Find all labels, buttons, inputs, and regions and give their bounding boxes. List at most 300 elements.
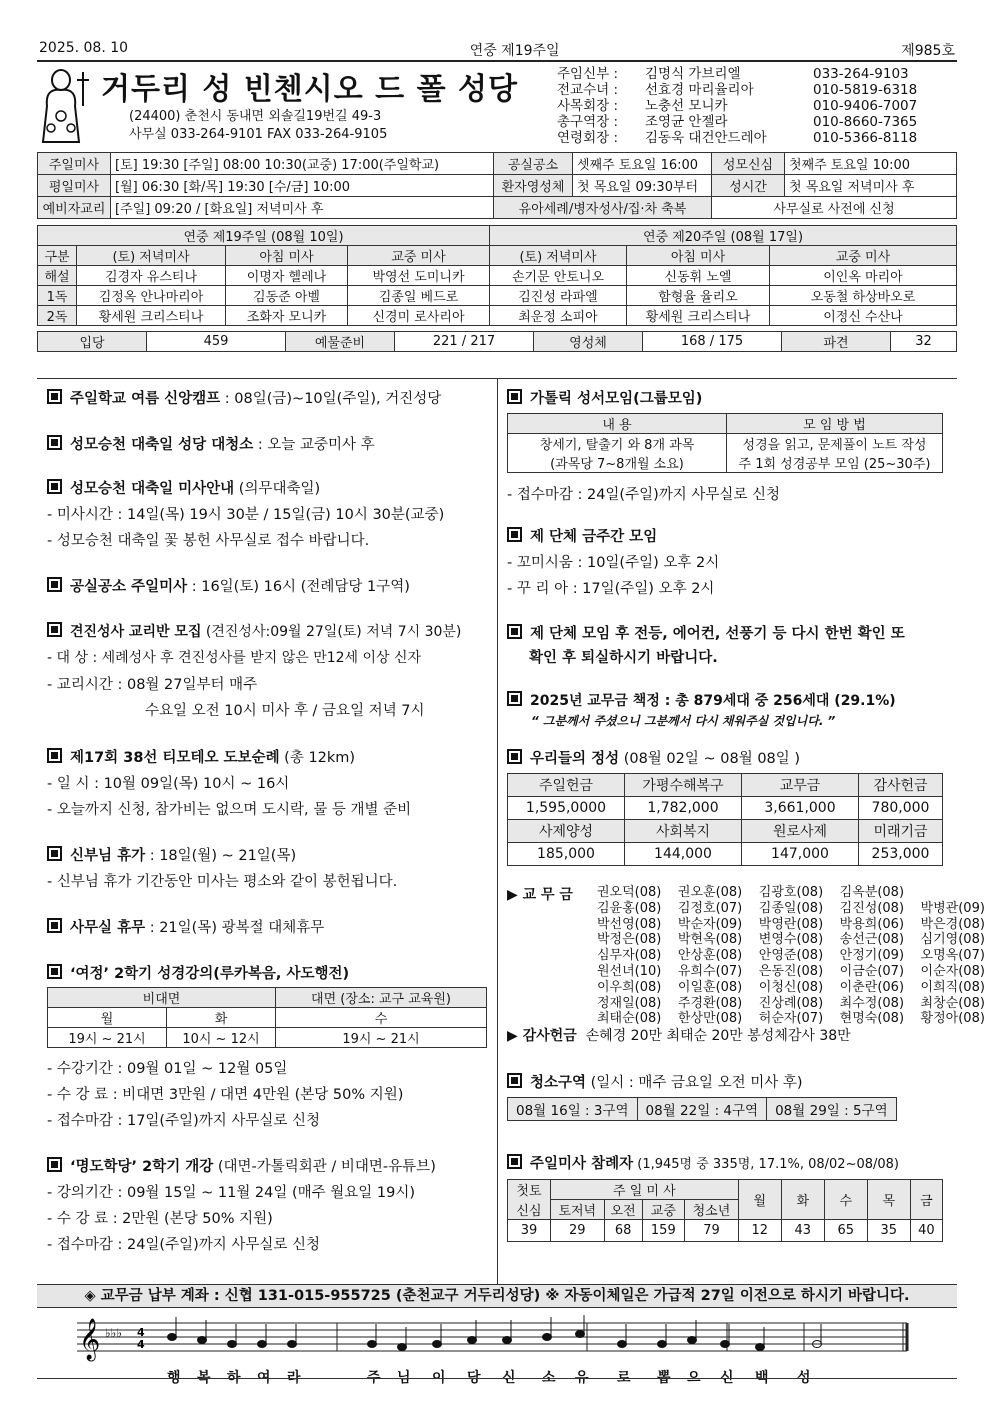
schedule-label: 주일미사 (38, 153, 111, 175)
reader-name: 이정신 수산나 (770, 306, 957, 326)
note-head-icon (433, 1341, 442, 1348)
lyric-syllable: 로 (617, 1370, 631, 1386)
reader-name: 김진성 라파엘 (490, 286, 627, 306)
notice-offerings (507, 747, 800, 768)
schedule-label: 평일미사 (38, 175, 111, 197)
thanks-list: 손혜경 20만 최태순 20만 봉성체감사 38만 (585, 1028, 851, 1044)
reader-name: 이인옥 마리아 (770, 266, 957, 286)
bullet-icon (507, 749, 522, 764)
bullet-icon (47, 435, 62, 450)
offer-head: 감사헌금 (859, 774, 943, 797)
notice-title: 주일학교 여름 신앙캠프 (70, 391, 221, 407)
attendance-table (507, 1179, 943, 1242)
col-head: 교중 미사 (348, 246, 490, 266)
notice-office-closed (47, 916, 324, 937)
notice-title: 청소구역 (530, 1075, 587, 1091)
time-signature: 4 (137, 1338, 145, 1351)
bullet-icon (47, 918, 62, 933)
notice-line: - 접수마감 : 24일(주일)까지 사무실로 신청 (47, 1237, 321, 1253)
schedule-value: [토] 19:30 [주일] 08:00 10:30(교중) 17:00(주일학교) (111, 153, 494, 175)
offer-value: 780,000 (859, 797, 943, 820)
cleaning-slot: 08월 16일 : 3구역 (508, 1098, 638, 1121)
note-head-icon (658, 1341, 667, 1348)
schedule-value: 사무실로 사전에 신청 (712, 197, 957, 219)
staff-name: 조영균 안젤라 (645, 114, 728, 130)
lyric-syllable: 행 (167, 1370, 181, 1386)
att-head: 목 (867, 1180, 910, 1220)
offer-head: 사제양성 (508, 820, 625, 843)
note-head-icon (721, 1341, 730, 1348)
lecture-day: 월 (48, 1008, 167, 1028)
reader-role: 2독 (38, 306, 77, 326)
reader-role: 1독 (38, 286, 77, 306)
offer-head: 주일헌금 (508, 774, 625, 797)
notice-detail: (1,945명 중 335명, 17.1%, 08/02~08/08) (633, 1157, 900, 1172)
notice-detail: (총 12km) (279, 750, 356, 766)
offer-value: 3,661,000 (742, 797, 859, 820)
reader-name: 황세원 크리스티나 (627, 306, 770, 326)
lyric-syllable: 신 (502, 1370, 516, 1386)
notice-line: - 오늘까지 신청, 참가비는 없으며 도시락, 물 등 개별 준비 (47, 802, 412, 818)
lyric-syllable: 복 (197, 1370, 211, 1386)
bullet-icon (47, 577, 62, 592)
attendance-head-row (508, 1180, 943, 1200)
col-head: (토) 저녁미사 (77, 246, 226, 266)
top-line (37, 40, 957, 62)
staff-row (557, 66, 957, 82)
lyric-syllable: 하 (227, 1370, 241, 1386)
offerings-value-row (508, 843, 943, 866)
lyric-syllable: 님 (397, 1370, 411, 1386)
att-head: 화 (781, 1180, 824, 1220)
att-value: 68 (604, 1220, 642, 1242)
notice-title: 제 단체 모임 후 전등, 에어컨, 선풍기 등 다시 한번 확인 또 (530, 626, 905, 642)
schedule-value: [월] 06:30 [화/목] 19:30 [수/금] 10:00 (111, 175, 494, 197)
reader-name: 김종일 베드로 (348, 286, 490, 306)
reader-name: 김정옥 안나마리아 (77, 286, 226, 306)
staff-role: 주임신부 : (557, 66, 619, 82)
bottom-rule (37, 1378, 957, 1379)
notice-detail: (08월 02일 ~ 08월 08일 ) (619, 751, 801, 767)
kyomu-label: ▶ 교 무 금 (507, 887, 573, 903)
schedule-label: 공실공소 (494, 153, 573, 175)
schedule-value: 첫 목요일 09:30부터 (573, 175, 712, 197)
notice-title: 제17회 38선 티모테오 도보순례 (70, 750, 280, 766)
note-head-icon (503, 1337, 512, 1344)
lyric-syllable: 신 (720, 1370, 734, 1386)
notice-line: - 수 강 료 : 2만원 (본당 50% 지원) (47, 1211, 273, 1227)
cleaning-table (507, 1097, 897, 1121)
notice-title: 성모승천 대축일 미사안내 (70, 481, 235, 497)
bible-group-head: 내 용 (508, 414, 727, 434)
lecture-head: 대면 (장소: 교구 교육원) (276, 988, 487, 1008)
payment-account-footer: ◈ 교무금 납부 계좌 : 신협 131-015-955725 (춘천교구 거두리성당) ※ 자동이체일은 가급적 27일 이전으로 하시기 바랍니다. (37, 1285, 957, 1308)
notice-line: - 수강기간 : 09월 01일 ~ 12월 05일 (47, 1061, 288, 1077)
readers-week-row (38, 226, 957, 246)
offerings-table (507, 773, 943, 866)
notice-detail: : 21일(목) 광복절 대체휴무 (145, 920, 325, 936)
notice-confirmation (47, 621, 461, 641)
att-value: 65 (824, 1220, 867, 1242)
bullet-icon (47, 479, 62, 494)
offer-value: 144,000 (625, 843, 742, 866)
staff-name: 김동욱 대건안드레아 (645, 130, 767, 146)
notice-title: 우리들의 정성 (530, 751, 620, 767)
stat-value: 221 / 217 (395, 332, 534, 352)
header (37, 66, 957, 152)
cleaning-slot: 08월 29일 : 5구역 (767, 1098, 897, 1121)
bible-group-cell: 성경을 읽고, 문제풀이 노트 작성 (727, 434, 943, 454)
offer-value: 1,595,0000 (508, 797, 625, 820)
schedule-value: 첫 목요일 저녁미사 후 (785, 175, 957, 197)
notice-title: 사무실 휴무 (70, 920, 146, 936)
liturgical-week: 연중 제19주일 (469, 43, 560, 59)
offer-value: 1,782,000 (625, 797, 742, 820)
reader-name: 신동휘 노엘 (627, 266, 770, 286)
notice-title: 2025년 교무금 책정 : 총 879세대 중 256세대 (29.1%) (530, 693, 896, 709)
staff-phone: 033-264-9103 (813, 66, 909, 82)
lyric-syllable: 이 (432, 1370, 446, 1386)
cleaning-slot: 08월 22일 : 4구역 (637, 1098, 767, 1121)
notice-pilgrimage (47, 746, 355, 767)
col-head: 교중 미사 (770, 246, 957, 266)
notice-title: 성모승천 대축일 성당 대청소 (70, 437, 254, 453)
lecture-table (47, 987, 487, 1048)
att-head: 수 (824, 1180, 867, 1220)
bullet-icon (47, 622, 62, 637)
lyric-syllable: 라 (287, 1370, 301, 1386)
att-value: 12 (738, 1220, 781, 1242)
notice-line: - 강의기간 : 09월 15일 ~ 11월 24일 (매주 월요일 19시) (47, 1185, 416, 1201)
schedule-value: [주일] 09:20 / [화요일] 저녁미사 후 (111, 197, 494, 219)
notice-detail: (견진성사:09월 27일(토) 저녁 7시 30분) (201, 624, 462, 640)
bulletin-date: 2025. 08. 10 (39, 40, 129, 56)
office-contact: 사무실 033-264-9101 FAX 033-264-9105 (129, 127, 388, 142)
stat-label: 파견 (782, 332, 891, 352)
staff-row (557, 130, 957, 146)
notice-line: - 접수마감 : 24일(주일)까지 사무실로 신청 (507, 487, 781, 503)
note-head-icon (258, 1341, 267, 1348)
note-head-icon (398, 1344, 407, 1351)
church-logo (37, 66, 95, 148)
staff-role: 연령회장 : (557, 130, 619, 146)
offerings-value-row (508, 797, 943, 820)
bible-group-cell: 주 1회 성경공부 모임 (25~30주) (727, 453, 943, 473)
notice-kyomu-plan (507, 690, 896, 710)
offer-head: 교무금 (742, 774, 859, 797)
staff-row (557, 98, 957, 114)
staff-phone: 010-9406-7007 (813, 98, 918, 114)
note-head-icon (228, 1341, 237, 1348)
schedule-label: 성모신심 (712, 153, 785, 175)
offer-head: 사회복지 (625, 820, 742, 843)
stat-value: 32 (891, 332, 957, 352)
staff-name: 노충선 모니카 (645, 98, 728, 114)
bullet-icon (47, 748, 62, 763)
reader-name: 김경자 유스티나 (77, 266, 226, 286)
att-head: 토저녁 (550, 1200, 604, 1220)
notice-attendance (507, 1152, 899, 1173)
stat-label: 영성체 (534, 332, 643, 352)
notice-line: - 성모승천 대축일 꽃 봉헌 사무실로 접수 바랍니다. (47, 533, 370, 549)
readers-row (38, 266, 957, 286)
note-head-icon (543, 1334, 552, 1341)
notice-detail: : 오늘 교중미사 후 (253, 437, 375, 453)
notice-group-meetings (507, 525, 657, 546)
notice-title: 견진성사 교리반 모집 (70, 624, 202, 640)
note-group (168, 1315, 822, 1351)
issue-number: 제985호 (901, 43, 955, 59)
bible-group-row (508, 434, 943, 454)
notice-detail: : 08일(금)~10일(주일), 거진성당 (220, 391, 442, 407)
offerings-head-row (508, 820, 943, 843)
flat-sign-icon: ♭♭♭ (105, 1326, 122, 1340)
staff-role: 총구역장 : (557, 114, 619, 130)
schedule-row (38, 197, 957, 219)
lyric-syllable: 성 (797, 1370, 811, 1386)
notice-lights-check (507, 622, 905, 643)
bible-group-cell: 창세기, 탈출기 와 8개 과목 (508, 434, 727, 454)
bullet-icon (47, 846, 62, 861)
stats-row (38, 332, 957, 352)
bullet-icon (507, 691, 522, 706)
notice-line: - 수 강 료 : 비대면 3만원 / 대면 4만원 (본당 50% 지원) (47, 1087, 404, 1103)
lyric-syllable: 으 (687, 1370, 701, 1386)
offer-head: 원로사제 (742, 820, 859, 843)
att-value: 39 (508, 1220, 551, 1242)
note-head-icon (618, 1341, 627, 1348)
lecture-head: 비대면 (48, 988, 276, 1008)
reader-name: 함형율 율리오 (627, 286, 770, 306)
kyomu-name-list: 권오덕(08) 권오훈(08) 김광호(08) 김옥분(08) 김윤홍(08) 김정호(07) 김종일(08) 김진성(08) 박병관(09) 박선영(08) 박순자(09) 박영란(08) 박용희(06) 박은경(08) 박정은(08) 박현옥(08) 변영수(08) 송선근(08) 심기영(08) 심무자(08) 안상훈(08) 안영준(08) 안정기(09) 오명옥(07) 원선녀(10) 유희수(07) 은동진(08) 이금순(07) 이순자(08) 이우희(08) 이일훈(08) 이청신(08) 이춘란(06) 이희직(08) 정재일(08) 주경환(08) 진상례(08) 최수정(08) 최창순(08) 최태순(08) 한상만(08) 허순자(07) 현명숙(08) 황정아(08) (597, 885, 985, 1027)
cleaning-row (508, 1098, 897, 1121)
reader-name: 이명자 헬레나 (226, 266, 348, 286)
bible-group-table (507, 413, 943, 473)
reader-name: 최운정 소피아 (490, 306, 627, 326)
lecture-day: 수 (276, 1008, 487, 1028)
notice-line: - 신부님 휴가 기간동안 미사는 평소와 같이 봉헌됩니다. (47, 874, 398, 890)
week-heading: 연중 제19주일 (08월 10일) (38, 226, 490, 246)
att-head: 월 (738, 1180, 781, 1220)
att-value: 40 (910, 1220, 942, 1242)
notice-title: 제 단체 금주간 모임 (530, 529, 658, 545)
bullet-icon (47, 964, 62, 979)
week-heading: 연중 제20주일 (08월 17일) (490, 226, 957, 246)
scripture-quote: “ 그분께서 주셨으니 그분께서 다시 채워주실 것입니다. ” (531, 714, 836, 728)
offerings-head-row (508, 774, 943, 797)
notice-gongsil (47, 575, 410, 596)
bible-group-row (508, 453, 943, 473)
notice-myeongdo (47, 1155, 436, 1176)
lyric-syllable: 소 (542, 1370, 556, 1386)
schedule-label: 유아세례/병자성사/집·차 축복 (494, 197, 712, 219)
notice-detail: (대면-가톨릭회관 / 비대면-유튜브) (213, 1159, 436, 1175)
notice-line: - 꾸 리 아 : 17일(주일) 오후 2시 (507, 581, 715, 597)
att-head: 청소년 (685, 1200, 739, 1220)
notice-title: 공실공소 주일미사 (70, 579, 188, 595)
lyric-syllable: 뽑 (657, 1370, 671, 1386)
reader-name: 황세원 크리스티나 (77, 306, 226, 326)
stat-value: 168 / 175 (643, 332, 782, 352)
notice-cleaning (47, 433, 375, 454)
notice-priest-vacation (47, 844, 296, 865)
readers-table (37, 225, 957, 326)
staff-role: 전교수녀 : (557, 82, 619, 98)
stat-label: 입당 (38, 332, 147, 352)
bible-group-cell: (과목당 7~8개월 소요) (508, 453, 727, 473)
staff-list (557, 66, 957, 152)
bullet-icon (47, 1157, 62, 1172)
offer-head: 미래기금 (859, 820, 943, 843)
notice-title: ‘여정’ 2학기 성경강의(루카복음, 사도행전) (70, 966, 350, 982)
schedule-value: 첫째주 토요일 10:00 (785, 153, 957, 175)
column-divider (497, 379, 498, 1284)
att-head: 오전 (604, 1200, 642, 1220)
schedule-label: 성시간 (712, 175, 785, 197)
treble-clef-icon: 𝄞 (79, 1319, 101, 1360)
lyric-syllable: 유 (575, 1370, 589, 1386)
col-head: 아침 미사 (627, 246, 770, 266)
staff-name: 선효경 마리율리아 (645, 82, 754, 98)
schedule-value: 셋째주 토요일 16:00 (573, 153, 712, 175)
notice-line: - 일 시 : 10월 09일(목) 10시 ~ 16시 (47, 776, 290, 792)
note-head-icon (468, 1337, 477, 1344)
lecture-time: 10시 ~ 12시 (167, 1028, 276, 1048)
staff-role: 사목회장 : (557, 98, 619, 114)
notice-detail: (일시 : 매주 금요일 오전 미사 후) (586, 1075, 803, 1091)
time-signature: 4 (137, 1326, 145, 1339)
note-head-icon (756, 1344, 765, 1351)
reader-role: 해설 (38, 266, 77, 286)
church-address: (24400) 춘천시 동내면 외솔길19번길 49-3 (129, 109, 382, 124)
notice-assumption-mass (47, 477, 320, 498)
reader-name: 조화자 모니카 (226, 306, 348, 326)
stat-label: 예물준비 (286, 332, 395, 352)
notice-title: ‘명도학당’ 2학기 개강 (70, 1159, 214, 1175)
thanks-label: ▶ 감사헌금 (507, 1028, 577, 1044)
note-head-icon (368, 1341, 377, 1348)
notice-title: 신부님 휴가 (70, 848, 146, 864)
bullet-icon (47, 389, 62, 404)
bible-group-row (508, 414, 943, 434)
reader-name: 손기문 안토니오 (490, 266, 627, 286)
offer-value: 253,000 (859, 843, 943, 866)
notice-title: 가톨릭 성서모임(그룹모임) (530, 391, 703, 407)
col-head: 구분 (38, 246, 77, 266)
attendance-value-row (508, 1220, 943, 1242)
staff-row (557, 114, 957, 130)
bullet-icon (507, 1073, 522, 1088)
thanks-line (507, 1025, 851, 1045)
bullet-icon (507, 527, 522, 542)
lecture-row (48, 988, 487, 1008)
lecture-row (48, 1008, 487, 1028)
notice-line: - 대 상 : 세례성사 후 견진성사를 받지 않은 만12세 이상 신자 (47, 650, 422, 666)
notice-line: - 꼬미시움 : 10일(주일) 오후 2시 (507, 555, 720, 571)
readers-row (38, 306, 957, 326)
lecture-time: 19시 ~ 21시 (276, 1028, 487, 1048)
ministry-stats-table (37, 331, 957, 352)
reader-name: 박영선 도미니카 (348, 266, 490, 286)
lyric-syllable: 주 (367, 1370, 381, 1386)
staff-phone: 010-8660-7365 (813, 114, 918, 130)
schedule-label: 환자영성체 (494, 175, 573, 197)
notice-bible-group (507, 387, 702, 408)
church-name: 거두리 성 빈첸시오 드 폴 성당 (101, 72, 518, 107)
lecture-row (48, 1028, 487, 1048)
att-value: 159 (642, 1220, 685, 1242)
bullet-icon (507, 389, 522, 404)
notice-summer-camp (47, 387, 441, 408)
att-value: 29 (550, 1220, 604, 1242)
mass-schedule-table (37, 152, 957, 219)
notice-detail: : 16일(토) 16시 (전례담당 1구역) (187, 579, 410, 595)
schedule-label: 예비자교리 (38, 197, 111, 219)
notice-line: - 미사시간 : 14일(목) 19시 30분 / 15일(금) 10시 30분(교중) (47, 507, 445, 523)
notice-line: 수요일 오전 10시 미사 후 / 금요일 저녁 7시 (145, 703, 425, 719)
notice-line: - 교리시간 : 08월 27일부터 매주 (47, 677, 258, 693)
att-value: 79 (685, 1220, 739, 1242)
lyric-syllable: 당 (467, 1370, 481, 1386)
lyric-syllable: 백 (755, 1370, 769, 1386)
col-head: (토) 저녁미사 (490, 246, 627, 266)
readers-head-row (38, 246, 957, 266)
notice-title: 주일미사 참례자 (530, 1156, 634, 1172)
bullet-icon (507, 1154, 522, 1169)
att-value: 43 (781, 1220, 824, 1242)
notice-line: - 접수마감 : 17일(주일)까지 사무실로 신청 (47, 1113, 321, 1129)
note-head-icon (168, 1334, 177, 1341)
staff-name: 김명식 가브리엘 (645, 66, 741, 82)
reader-name: 김동준 아벨 (226, 286, 348, 306)
col-head: 아침 미사 (226, 246, 348, 266)
att-head: 교중 (642, 1200, 685, 1220)
staff-phone: 010-5366-8118 (813, 130, 918, 146)
reader-name: 오동철 하상바오로 (770, 286, 957, 306)
lecture-day: 화 (167, 1008, 276, 1028)
bible-group-head: 모 임 방 법 (727, 414, 943, 434)
lyrics (167, 1367, 867, 1385)
staff-phone: 010-5819-6318 (813, 82, 918, 98)
stat-value: 459 (147, 332, 286, 352)
notice-detail: (의무대축일) (234, 481, 321, 497)
notice-detail: : 18일(월) ~ 21일(목) (145, 848, 297, 864)
notice-line: 확인 후 퇴실하시기 바랍니다. (529, 650, 718, 666)
att-head: 신심 (508, 1200, 551, 1220)
note-head-icon (288, 1341, 297, 1348)
att-head: 금 (910, 1180, 942, 1220)
lecture-time: 19시 ~ 21시 (48, 1028, 167, 1048)
note-head-icon (198, 1337, 207, 1344)
bulletin-page (37, 40, 985, 1386)
bullet-icon (507, 624, 522, 639)
offer-value: 147,000 (742, 843, 859, 866)
offer-head: 가평수해복구 (625, 774, 742, 797)
note-head-icon (688, 1337, 697, 1344)
readers-row (38, 286, 957, 306)
schedule-row (38, 153, 957, 175)
lyric-syllable: 여 (257, 1370, 271, 1386)
reader-name: 신경미 로사리아 (348, 306, 490, 326)
att-value: 35 (867, 1220, 910, 1242)
staff-row (557, 82, 957, 98)
schedule-row (38, 175, 957, 197)
notice-cleaning-zone (507, 1071, 803, 1092)
notices-area (37, 378, 985, 1286)
att-head: 첫토 (508, 1180, 551, 1200)
note-head-icon (576, 1331, 585, 1338)
offer-value: 185,000 (508, 843, 625, 866)
